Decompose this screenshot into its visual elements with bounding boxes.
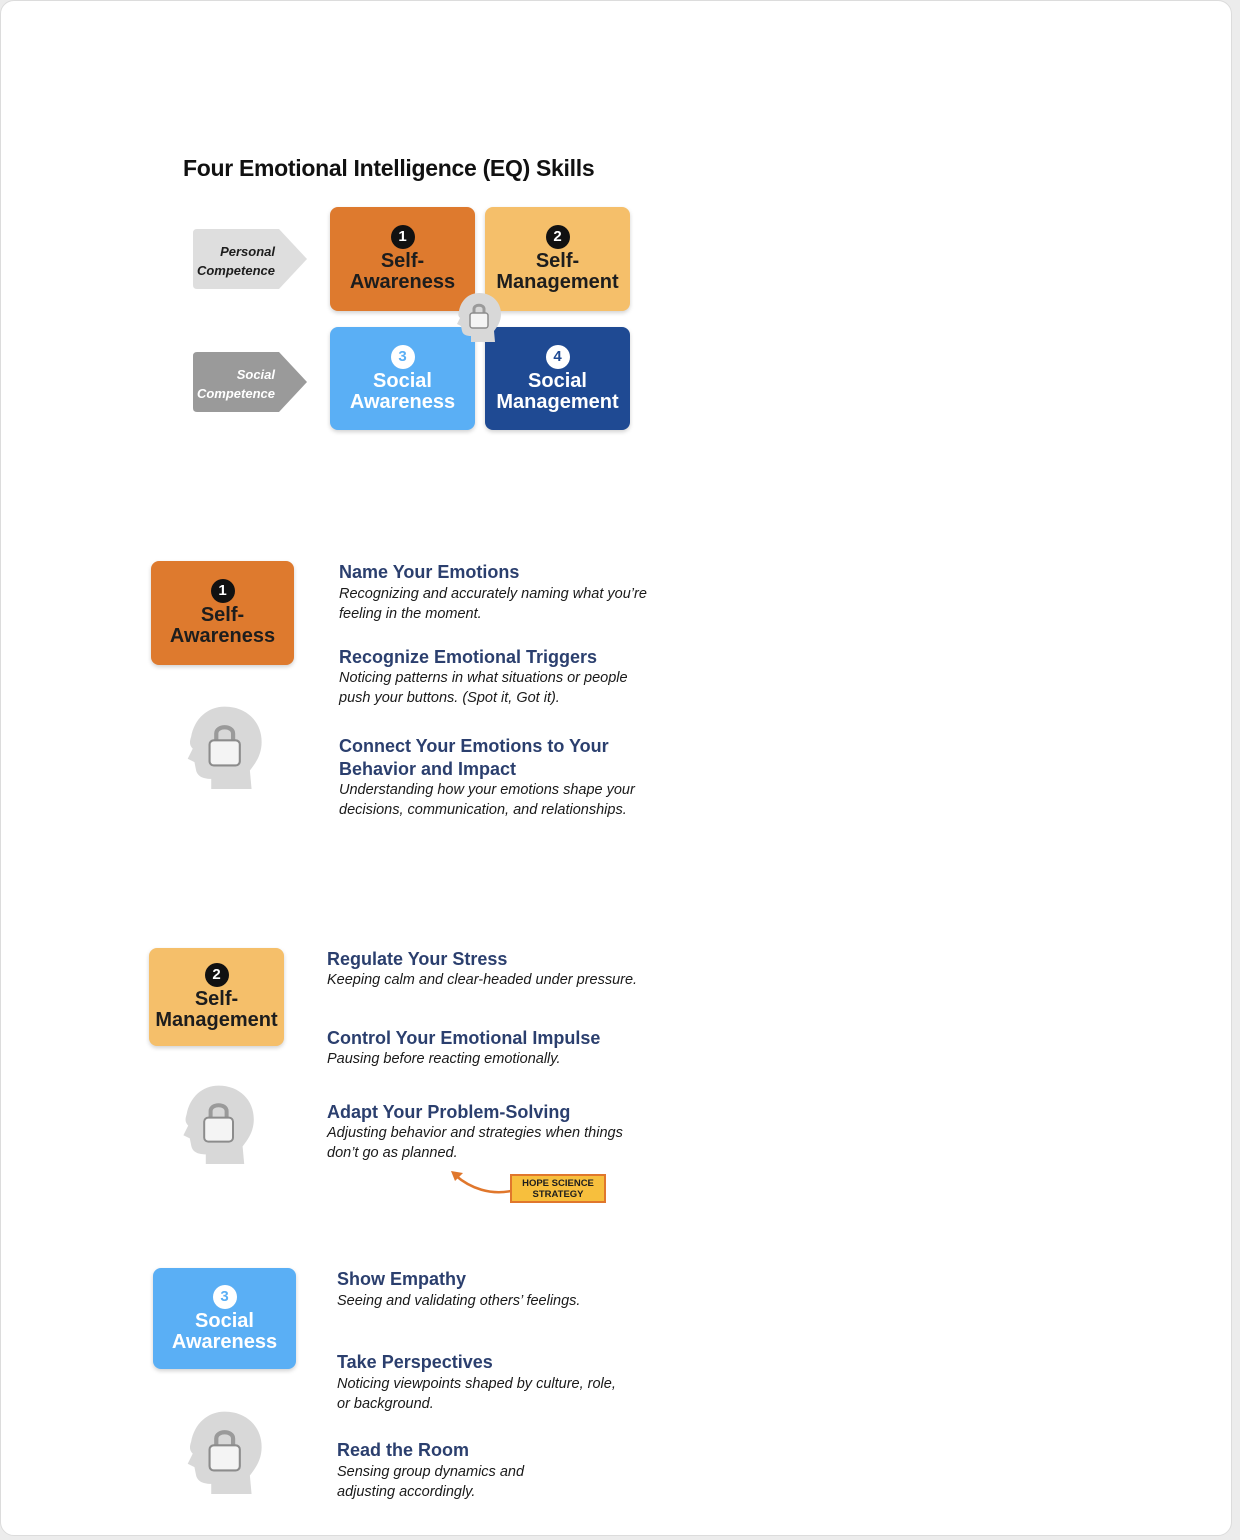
- item-title: Control Your Emotional Impulse: [327, 1028, 601, 1048]
- head-lock-icon: [181, 1406, 265, 1498]
- item-title: Name Your Emotions: [339, 562, 520, 582]
- head-lock-icon: [181, 701, 265, 793]
- grid-tile-self-management: [485, 207, 630, 311]
- item-description: Noticing patterns in what situations or people push your buttons. (Spot it, Got it).: [339, 670, 628, 706]
- item-description: Pausing before reacting emotionally.: [327, 1051, 561, 1067]
- item-title: Regulate Your Stress: [327, 949, 508, 969]
- head-lock-icon: [453, 291, 503, 343]
- item-title: Recognize Emotional Triggers: [339, 647, 598, 667]
- grid-tile-social-management: [485, 327, 630, 430]
- section-tile-social-awareness: [153, 1268, 296, 1369]
- tile-label: Self- Management: [496, 250, 619, 293]
- item-description: Sensing group dynamics and adjusting accordingly.: [337, 1464, 525, 1500]
- head-lock-icon: [177, 1081, 257, 1167]
- personal-competence-label: Personal Competence: [196, 244, 275, 278]
- number-badge: 4: [546, 345, 570, 369]
- number-badge: 2: [205, 963, 229, 987]
- curved-arrow-icon: [447, 1167, 515, 1197]
- page-title: Four Emotional Intelligence (EQ) Skills: [183, 155, 595, 181]
- number-badge: 3: [213, 1285, 237, 1309]
- item-description: Adjusting behavior and strategies when things don’t go as planned.: [327, 1125, 623, 1161]
- item-title: Connect Your Emotions to Your Behavior and Impact: [339, 736, 609, 779]
- item-description: Seeing and validating others’ feelings.: [337, 1293, 581, 1309]
- item-description: Noticing viewpoints shaped by culture, role, or background.: [337, 1376, 616, 1412]
- personal-competence-tag: [193, 229, 307, 289]
- item-title: Adapt Your Problem-Solving: [327, 1102, 571, 1122]
- item-description: Understanding how your emotions shape your decisions, communication, and relationships.: [339, 782, 635, 818]
- number-badge: 2: [546, 225, 570, 249]
- item-title: Show Empathy: [337, 1269, 467, 1289]
- social-competence-tag: [193, 352, 307, 412]
- tile-label: Self- Awareness: [169, 604, 276, 647]
- item-description: Recognizing and accurately naming what you’re feeling in the moment.: [339, 586, 647, 622]
- hope-science-strategy-badge: HOPE SCIENCE STRATEGY: [510, 1174, 606, 1203]
- number-badge: 1: [391, 225, 415, 249]
- tile-label: Social Awareness: [171, 1309, 278, 1353]
- tile-label: Social Awareness: [349, 369, 456, 413]
- tile-label: Self- Awareness: [349, 250, 456, 293]
- number-badge: 1: [211, 579, 235, 603]
- item-title: Take Perspectives: [337, 1352, 493, 1372]
- tile-label: Social Management: [496, 369, 619, 413]
- section-tile-self-awareness: [151, 561, 294, 665]
- number-badge: 3: [391, 345, 415, 369]
- item-title: Read the Room: [337, 1440, 470, 1460]
- social-competence-label: Social Competence: [196, 367, 275, 401]
- tile-label: Self- Management: [155, 988, 278, 1031]
- section-tile-self-management: [149, 948, 284, 1046]
- item-description: Keeping calm and clear-headed under pressure.: [327, 972, 638, 988]
